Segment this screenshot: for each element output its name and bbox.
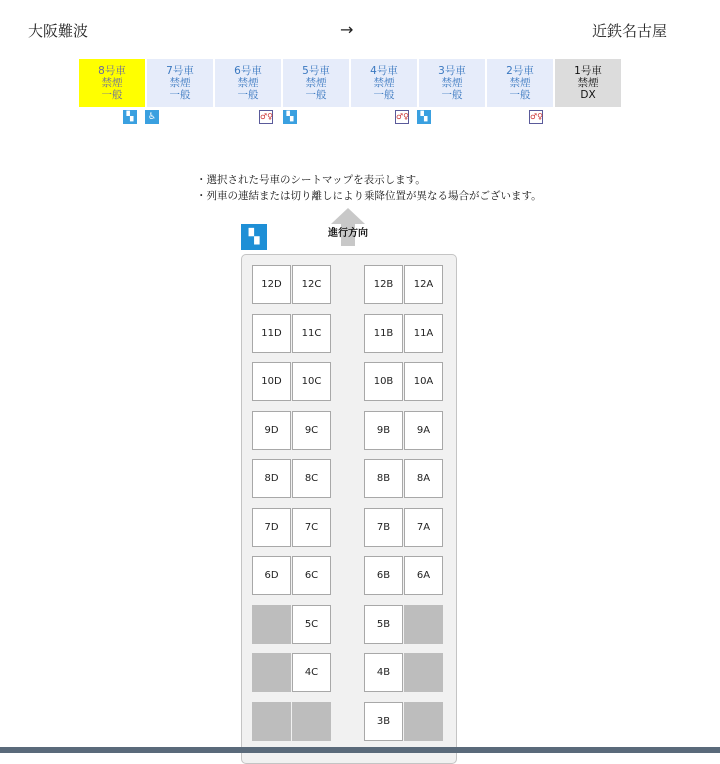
seat-9D[interactable]: 9D <box>252 411 291 450</box>
car-tab-label: 一般 <box>101 89 123 101</box>
car-tab-label: 禁煙 <box>305 77 327 89</box>
seat-9B[interactable]: 9B <box>364 411 403 450</box>
seat-map <box>241 254 457 764</box>
seat-row <box>252 508 444 547</box>
unavailable-seat <box>252 605 291 644</box>
seat-row <box>252 702 444 741</box>
route-arrow: → <box>340 20 354 39</box>
seat-5C[interactable]: 5C <box>292 605 331 644</box>
car-tab-label: 一般 <box>441 89 463 101</box>
unavailable-seat <box>404 653 443 692</box>
seat-8D[interactable]: 8D <box>252 459 291 498</box>
car-tab-label: 5号車 <box>302 65 330 77</box>
car-tab-label: 一般 <box>373 89 395 101</box>
seat-row <box>252 362 444 401</box>
note-line: ・選択された号車のシートマップを表示します。 <box>196 174 426 186</box>
car-tab-label: 一般 <box>169 89 191 101</box>
seat-6C[interactable]: 6C <box>292 556 331 595</box>
car-tab-label: 6号車 <box>234 65 262 77</box>
car-tab-label: DX <box>580 89 596 101</box>
car-tab-label: 禁煙 <box>509 77 531 89</box>
departure-station: 大阪難波 <box>28 22 89 40</box>
car-facility-icons <box>79 110 619 126</box>
seat-12D[interactable]: 12D <box>252 265 291 304</box>
seat-11B[interactable]: 11B <box>364 314 403 353</box>
car-tab-5[interactable] <box>283 59 349 107</box>
notes <box>196 172 542 204</box>
multipurpose-room-icon: ♿ <box>145 110 159 124</box>
car-tab-label: 禁煙 <box>441 77 463 89</box>
window-bottom-edge <box>0 747 720 753</box>
car-tab-7[interactable] <box>147 59 213 107</box>
car-tab-label: 8号車 <box>98 65 126 77</box>
seat-10C[interactable]: 10C <box>292 362 331 401</box>
unavailable-seat <box>404 605 443 644</box>
car-selector <box>79 59 623 107</box>
seat-row <box>252 265 444 304</box>
car-tab-8[interactable] <box>79 59 145 107</box>
seat-3B[interactable]: 3B <box>364 702 403 741</box>
car-tab-label: 1号車 <box>574 65 602 77</box>
unavailable-seat <box>404 702 443 741</box>
note-line: ・列車の連結または切り離しにより乗降位置が異なる場合がございます。 <box>196 190 542 202</box>
unavailable-seat <box>252 702 291 741</box>
seat-8A[interactable]: 8A <box>404 459 443 498</box>
car-tab-label: 禁煙 <box>101 77 123 89</box>
seat-row <box>252 605 444 644</box>
car-tab-2[interactable] <box>487 59 553 107</box>
seat-6B[interactable]: 6B <box>364 556 403 595</box>
car-tab-label: 4号車 <box>370 65 398 77</box>
seat-10A[interactable]: 10A <box>404 362 443 401</box>
arrival-station: 近鉄名古屋 <box>592 22 668 40</box>
car-tab-1[interactable] <box>555 59 621 107</box>
car-tab-3[interactable] <box>419 59 485 107</box>
restroom-icon: ♂♀ <box>395 110 409 124</box>
car-tab-label: 一般 <box>509 89 531 101</box>
seat-9C[interactable]: 9C <box>292 411 331 450</box>
seat-10D[interactable]: 10D <box>252 362 291 401</box>
seat-row <box>252 314 444 353</box>
smoking-room-icon: ▚ <box>417 110 431 124</box>
car-tab-label: 禁煙 <box>169 77 191 89</box>
car-tab-label: 一般 <box>305 89 327 101</box>
car-tab-6[interactable] <box>215 59 281 107</box>
seat-4C[interactable]: 4C <box>292 653 331 692</box>
seat-11D[interactable]: 11D <box>252 314 291 353</box>
seat-4B[interactable]: 4B <box>364 653 403 692</box>
seat-8C[interactable]: 8C <box>292 459 331 498</box>
seat-11C[interactable]: 11C <box>292 314 331 353</box>
car-tab-label: 禁煙 <box>577 77 599 89</box>
seat-row <box>252 653 444 692</box>
seat-8B[interactable]: 8B <box>364 459 403 498</box>
seat-11A[interactable]: 11A <box>404 314 443 353</box>
car-tab-label: 2号車 <box>506 65 534 77</box>
seat-row <box>252 556 444 595</box>
smoking-room-icon: ▚ <box>283 110 297 124</box>
direction-label: 進行方向 <box>328 228 368 239</box>
seat-row <box>252 411 444 450</box>
seat-7B[interactable]: 7B <box>364 508 403 547</box>
unavailable-seat <box>252 653 291 692</box>
seat-row <box>252 459 444 498</box>
car-tab-4[interactable] <box>351 59 417 107</box>
unavailable-seat <box>292 702 331 741</box>
seat-9A[interactable]: 9A <box>404 411 443 450</box>
seat-6D[interactable]: 6D <box>252 556 291 595</box>
restroom-icon: ♂♀ <box>259 110 273 124</box>
car-tab-label: 3号車 <box>438 65 466 77</box>
seat-7C[interactable]: 7C <box>292 508 331 547</box>
car-tab-label: 7号車 <box>166 65 194 77</box>
seat-10B[interactable]: 10B <box>364 362 403 401</box>
seat-7A[interactable]: 7A <box>404 508 443 547</box>
seat-7D[interactable]: 7D <box>252 508 291 547</box>
smoking-room-icon: ▚ <box>241 224 267 250</box>
seat-5B[interactable]: 5B <box>364 605 403 644</box>
restroom-icon: ♂♀ <box>529 110 543 124</box>
car-tab-label: 禁煙 <box>373 77 395 89</box>
car-tab-label: 一般 <box>237 89 259 101</box>
seat-6A[interactable]: 6A <box>404 556 443 595</box>
car-tab-label: 禁煙 <box>237 77 259 89</box>
seat-12A[interactable]: 12A <box>404 265 443 304</box>
seat-12B[interactable]: 12B <box>364 265 403 304</box>
seat-12C[interactable]: 12C <box>292 265 331 304</box>
smoking-room-icon: ▚ <box>123 110 137 124</box>
